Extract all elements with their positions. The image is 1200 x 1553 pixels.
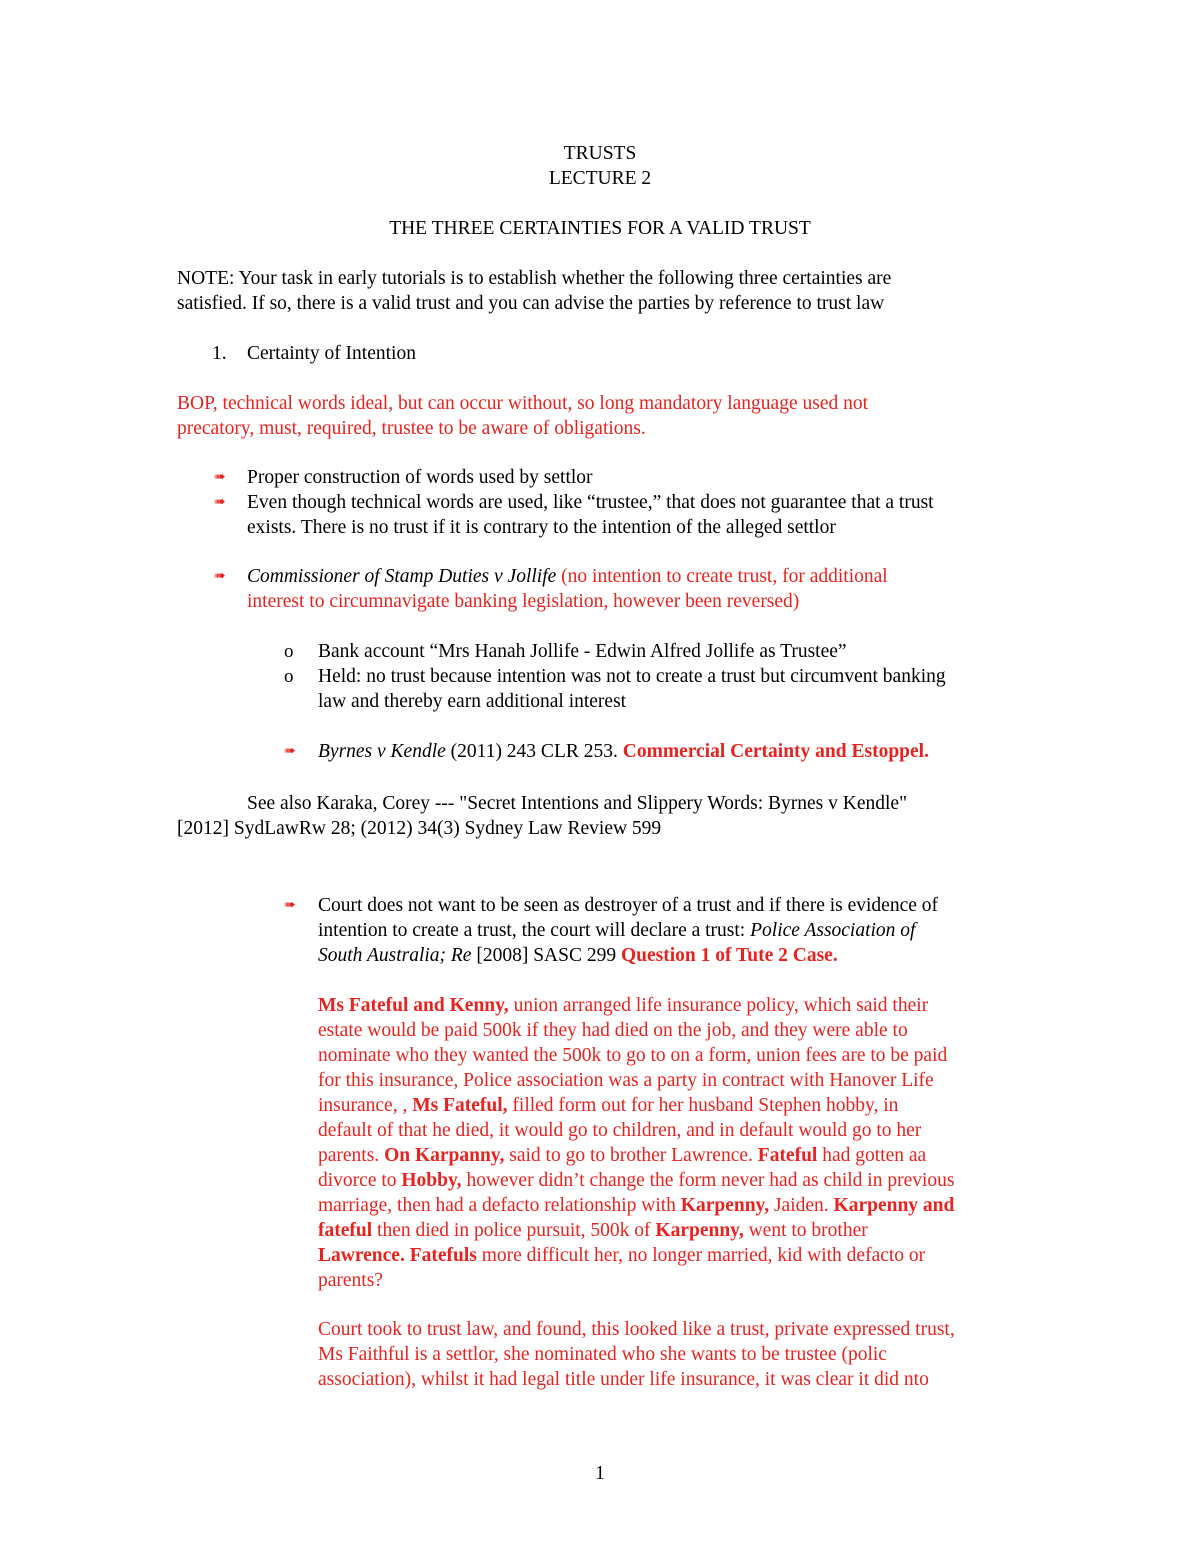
jollife-held-1: Held: no trust because intention was not to create a trust but circumvent banking [318,666,946,687]
facts-line-11 [318,1243,925,1268]
arrow-bullet-icon: ➠ [284,744,296,759]
facts-name: On Karpanny, [384,1145,505,1166]
jollife-held-2: law and thereby earn additional interest [318,691,627,712]
doc-subtitle: THE THREE CERTAINTIES FOR A VALID TRUST [389,218,811,239]
facts-line-10 [318,1218,868,1243]
see-also-line-1: See also Karaka, Corey --- "Secret Intentions and Slippery Words: Byrnes v Kendle" [247,793,908,814]
arrow-bullet-icon: ➠ [214,569,226,584]
facts-line-7 [318,1143,926,1168]
arrow-bullet-icon: ➠ [214,495,226,510]
note-line-1: NOTE: Your task in early tutorials is to establish whether the following three certainties are [177,268,892,289]
jollife-line-1 [247,564,888,589]
byrnes-highlight: Commercial Certainty and Estoppel. [622,741,929,762]
facts-name: Karpenny and [833,1195,955,1216]
facts-name: Karpenny, [680,1195,770,1216]
case-name-police-association-cont: South Australia; Re [318,945,472,966]
facts-name: Hobby, [401,1170,462,1191]
byrnes-line [318,739,929,764]
facts-text: Jaiden. [769,1195,834,1216]
court-line-2-text: intention to create a trust, the court will declare a trust: [318,920,751,941]
facts-name: fateful [318,1220,373,1241]
facts-text: marriage, then had a defacto relationship with [318,1195,681,1216]
facts-name: Ms Fateful, [412,1095,508,1116]
tute-question-label: Question 1 of Tute 2 Case. [621,945,838,966]
facts-line-2: estate would be paid 500k if they had died on the job, and they were able to [318,1020,908,1041]
section-number: 1. [212,343,227,364]
facts-line-1 [318,993,928,1018]
bullet-technical-words-2: exists. There is no trust if it is contrary to the intention of the alleged settlor [247,517,836,538]
byrnes-citation: (2011) 243 CLR 253. [445,741,623,762]
bullet-technical-words-1: Even though technical words are used, like “trustee,” that does not guarantee that a trust [247,492,934,513]
section-title: Certainty of Intention [247,343,416,364]
court-line-3 [318,943,838,968]
facts-text: went to brother [743,1220,868,1241]
facts-line-3: nominate who they wanted the 500k to go to on a form, union fees are to be paid [318,1045,948,1066]
jollife-note: (no intention to create trust, for additional [561,566,888,587]
finding-line-3: association), whilst it had legal title under life insurance, it was clear it did nto [318,1369,929,1390]
lecture-label: LECTURE 2 [548,168,652,189]
court-line-2 [318,918,915,943]
bop-line-2: precatory, must, required, trustee to be aware of obligations. [177,418,646,439]
circle-bullet-icon: o [284,666,294,687]
facts-name: Lawrence. Fatefuls [318,1245,477,1266]
facts-text: however didn’t change the form never had as child in previous [461,1170,955,1191]
facts-name: Karpenny, [655,1220,744,1241]
facts-line-5 [318,1093,898,1118]
facts-text: union arranged life insurance policy, which said their [508,995,929,1016]
facts-text: parents. [318,1145,385,1166]
facts-line-12: parents? [318,1270,383,1291]
court-line-1: Court does not want to be seen as destroyer of a trust and if there is evidence of [318,895,939,916]
jollife-bank-account: Bank account “Mrs Hanah Jollife - Edwin Alfred Jollife as Trustee” [318,641,847,662]
facts-line-9 [318,1193,954,1218]
case-name-jollife: Commissioner of Stamp Duties v Jollife [247,566,557,587]
page-number: 1 [595,1463,605,1484]
facts-text: divorce to [318,1170,402,1191]
facts-name: Ms Fateful and Kenny, [318,995,509,1016]
facts-line-4: for this insurance, Police association was a party in contract with Hanover Life [318,1070,934,1091]
jollife-line-2: interest to circumnavigate banking legislation, however been reversed) [247,591,800,612]
finding-line-1: Court took to trust law, and found, this looked like a trust, private expressed trust, [318,1319,955,1340]
circle-bullet-icon: o [284,641,294,662]
arrow-bullet-icon: ➠ [284,898,296,913]
court-citation: [2008] SASC 299 [471,945,621,966]
case-name-byrnes: Byrnes v Kendle [318,741,446,762]
facts-text: then died in police pursuit, 500k of [372,1220,656,1241]
finding-line-2: Ms Faithful is a settlor, she nominated who she wants to be trustee (polic [318,1344,887,1365]
see-also-line-2: [2012] SydLawRw 28; (2012) 34(3) Sydney Law Review 599 [177,818,662,839]
bullet-construction: Proper construction of words used by settlor [247,467,593,488]
facts-text: filled form out for her husband Stephen hobby, in [507,1095,899,1116]
note-line-2: satisfied. If so, there is a valid trust and you can advise the parties by reference to trust law [177,293,885,314]
facts-text: had gotten aa [817,1145,927,1166]
facts-line-8 [318,1168,955,1193]
facts-text: insurance, , [318,1095,413,1116]
facts-line-6: default of that he died, it would go to children, and in default would go to her [318,1120,922,1141]
doc-title: TRUSTS [563,143,637,164]
arrow-bullet-icon: ➠ [214,470,226,485]
facts-text: said to go to brother Lawrence. [504,1145,758,1166]
bop-line-1: BOP, technical words ideal, but can occur without, so long mandatory language used not [177,393,869,414]
facts-text: more difficult her, no longer married, kid with defacto or [476,1245,926,1266]
facts-name: Fateful [757,1145,818,1166]
case-name-police-association: Police Association of [750,920,916,941]
